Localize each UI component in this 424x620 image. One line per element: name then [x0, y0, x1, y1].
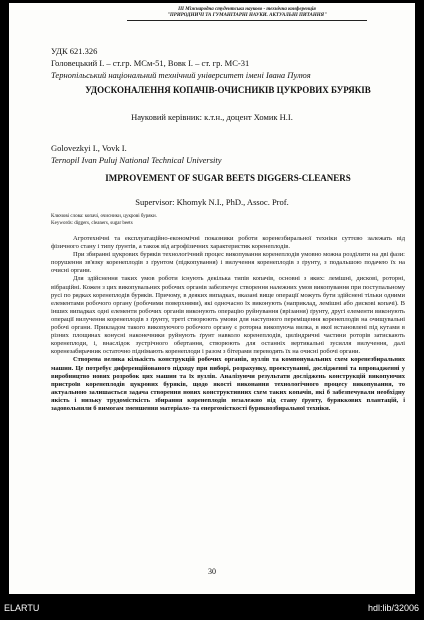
keywords-en: Keywords: diggers, cleaners, sugar beets [51, 221, 133, 226]
header-rule [127, 20, 367, 21]
authors-en: Golovezkyi I., Vovk I. [51, 143, 127, 153]
page-number: 30 [208, 567, 216, 576]
title-en: IMPROVEMENT OF SUGAR BEETS DIGGERS-CLEANERS [105, 173, 351, 183]
paragraph: Агротехнічні та експлуатаційно-економічні показники роботи коренезбиральної техніки суттєво залежать від фізичного стану і типу ґрунтів, а також від агрофізичних характеристик коренеплодів. [51, 235, 405, 251]
udc-code: УДК 621.326 [51, 46, 98, 56]
institution-en: Ternopil Ivan Puluj National Technical University [51, 155, 222, 165]
paragraph: При збиранні цукрових буряків технологічний процес викопування коренеплодів умовно можна розділити на дві фази: порушення зв'язку коренеплодів з ґрунтом (підкопування) і вилучення коренеплодів з ґрунту, з подальшою подачею їх на очисні органи. [51, 251, 405, 275]
body-text [51, 235, 405, 413]
authors-ua: Головецький І. – ст.гр. МСм-51, Вовк І. – ст. гр. МС-31 [51, 58, 250, 68]
conference-header-line2: "ПРИРОДНИЧІ ТА ГУМАНІТАРНІ НАУКИ. АКТУАЛЬНІ ПИТАННЯ" [167, 13, 327, 18]
conference-header-line1: ІІІ Міжнародна студентська науково - технічна конференція [178, 7, 316, 12]
supervisor-ua: Науковий керівник: к.т.н., доцент Хомик Н.І. [131, 112, 293, 122]
title-ua: УДОСКОНАЛЕННЯ КОПАЧІВ-ОЧИСНИКІВ ЦУКРОВИХ БУРЯКІВ [85, 85, 371, 95]
document-page [9, 3, 415, 594]
conference-header [127, 7, 367, 21]
supervisor-en: Supervisor: Khomyk N.I., PhD., Assoc. Prof. [135, 197, 289, 207]
paragraph-bold: Створена велика кількість конструкцій робочих органів, вузлів та компонувальних схем коренезбиральних машин. Це потребує диференційованого підходу при виборі, розрахунку, проектуванні, дослідженні та впровадженні у виробництво нових розробок цих машин та їх вузлів. Аналізуючи результати досліджень конструкцій викопуючих пристроїв коренеплодів цукрових буряків, щодо якості виконання технологічного процесу викопування, то актуальною залишається задача створення нових конструктивних схем таких копачів, які б забезпечували необхідну якість і низьку трудомісткість збирання коренеплодів незалежно від стану ґрунту, буряккових плантацій, і задовольняли б вимогам зменшення матеріало- та енергомісткості буряквозбиральної техніки. [51, 356, 405, 412]
footer-repository-label: ELARTU [4, 603, 40, 613]
paragraph: Для здійснення таких умов роботи існують декілька типів копачів, основні з яких: лемішні, дискові, роторні, вібраційні. Кожен з цих викопувальних робочих органів забезпечує створення належних умов викопування при поступальному русі по рядках коренеплодів буряків. Причому, в деяких випадках, вказані вище операції можуть бути здійснені тільки одними елементами робочого органу (робочими поверхнями), які одночасно їх виконують (наприклад, лемішні або дискові копачі). В інших випадках одні елементи робочих органів виконують операцію руйнування (врізання) ґрунту, другі елементи виконують операції вилучення коренеплодів з ґрунту, треті створюють умови для наступного переміщення коренеплодів на очищувальні робочі органи. Прикладом такого викопуючого робочого органу є роторна викопуюча вилка, в якої встановлені під кутами в різних площинах конусні наконечники руйнують ґрунт навколо коренеплодів, циліндричні частини роторів затискають коренеплоди, і, внаслідок зустрічного обертання, створюють для останніх вертикальні зусилля вилучення, далі коренезабирачник остаточно піднімають коренеплоди і разом з бітерами переводять їх на очисні робочі органи. [51, 275, 405, 356]
footer-handle: hdl:lib/32006 [367, 603, 419, 613]
institution-ua: Тернопільський національний технічний університет імені Івана Пулюя [51, 70, 311, 80]
keywords-ua: Ключові слова: копачі, очисники, цукрові буряки. [51, 214, 157, 219]
